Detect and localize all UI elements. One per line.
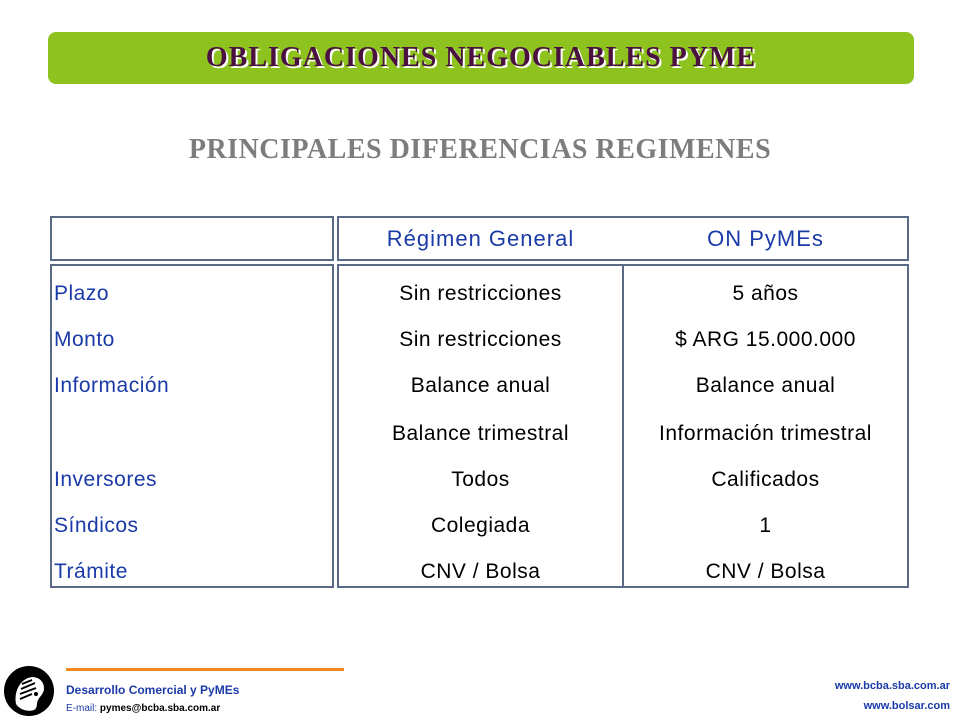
footer-divider (66, 668, 344, 671)
header-regimen-general: Régimen General (386, 226, 575, 251)
footer-email-address[interactable]: pymes@bcba.sba.com.ar (99, 703, 221, 714)
row-general-value: Balance anual (410, 374, 551, 397)
footer-email (66, 703, 220, 714)
page-subtitle: PRINCIPALES DIFERENCIAS REGIMENES (188, 134, 772, 165)
banner-title: OBLIGACIONES NEGOCIABLES PYME (205, 42, 757, 73)
footer-url-bcba[interactable]: www.bcba.sba.com.ar (834, 680, 950, 692)
row-general-value: Todos (451, 468, 510, 491)
row-pyme-value: $ ARG 15.000.000 (675, 328, 856, 351)
row-pyme-value: Información trimestral (659, 422, 872, 445)
row-general-value: CNV / Bolsa (420, 560, 541, 583)
row-label: Inversores (54, 468, 158, 491)
table-header-empty-cell (50, 216, 334, 261)
row-general-value: Sin restricciones (399, 282, 562, 305)
footer-url-bolsar[interactable]: www.bolsar.com (863, 700, 950, 712)
row-general-value: Sin restricciones (399, 328, 562, 351)
row-pyme-value: Calificados (711, 468, 820, 491)
row-pyme-value: 1 (759, 514, 772, 537)
footer-email-label: E-mail: (66, 703, 100, 714)
row-general-value: Balance trimestral (391, 422, 570, 445)
row-label: Información (54, 374, 170, 397)
row-pyme-value: CNV / Bolsa (705, 560, 826, 583)
title-banner (48, 32, 914, 84)
header-on-pymes: ON PyMEs (707, 226, 824, 251)
row-pyme-value: Balance anual (695, 374, 836, 397)
row-label: Síndicos (54, 514, 139, 537)
row-label: Monto (54, 328, 115, 351)
footer-department: Desarrollo Comercial y PyMEs (66, 683, 240, 697)
row-label (54, 411, 330, 457)
row-label: Plazo (54, 282, 110, 305)
mercury-head-logo-icon (2, 664, 56, 718)
row-pyme-value: 5 años (732, 282, 799, 305)
row-general-value: Colegiada (430, 514, 531, 537)
row-label: Trámite (54, 560, 128, 583)
